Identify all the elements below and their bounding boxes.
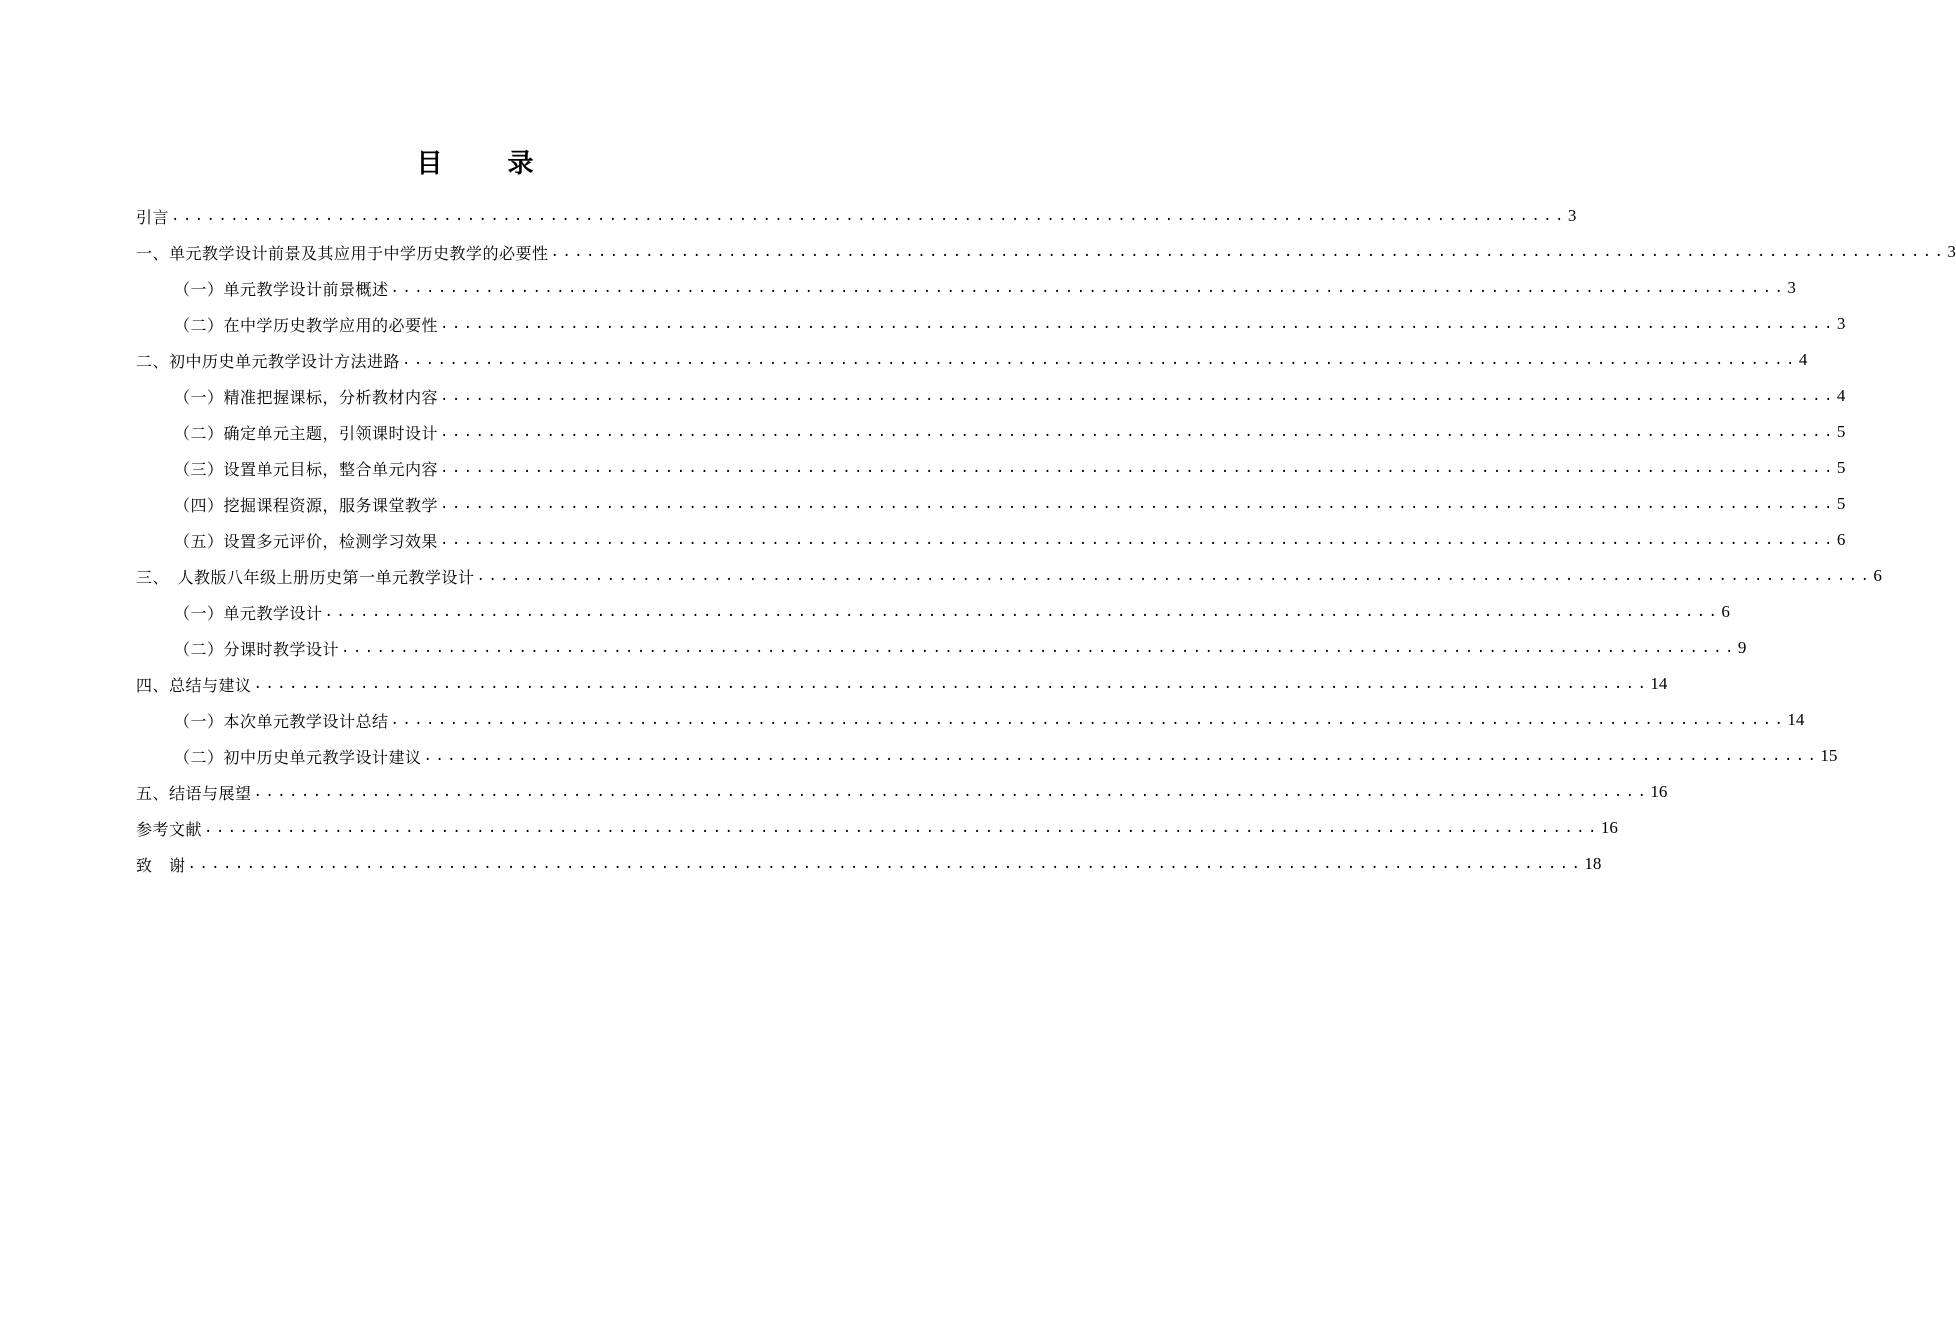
toc-leader-dots: ...................................................................................................................... (423, 748, 1820, 764)
toc-entry[interactable] (136, 342, 1808, 378)
toc-leader-dots: ...................................................................................................................... (204, 820, 1600, 836)
toc-entry-page: 16 (1650, 782, 1668, 801)
toc-entry-label: 参考文献 (136, 819, 203, 839)
toc-entry-label: 一、单元教学设计前景及其应用于中学历史教学的必要性 (136, 243, 549, 263)
toc-leader-dots: ...................................................................................................................... (440, 424, 1836, 440)
toc-entry[interactable] (136, 522, 1846, 558)
toc-entry-page: 6 (1721, 602, 1730, 621)
toc-entry[interactable] (136, 234, 1956, 270)
toc-entry-page: 3 (1836, 314, 1846, 333)
toc-entry-label: 致 谢 (136, 855, 186, 875)
toc-entry-label: （四）挖掘课程资源，服务课堂教学 (174, 495, 439, 515)
toc-entry-page: 14 (1787, 710, 1805, 729)
toc-entry-page: 5 (1836, 458, 1846, 477)
toc-entry-page: 14 (1650, 674, 1668, 693)
toc-entry[interactable] (136, 378, 1846, 414)
toc-leader-dots: ...................................................................................................................... (390, 712, 1787, 728)
toc-entry-label: （一）本次单元教学设计总结 (174, 711, 389, 731)
toc-leader-dots: ...................................................................................................................... (171, 208, 1567, 224)
toc-entry[interactable] (136, 594, 1730, 630)
toc-entry-label: 四、总结与建议 (136, 675, 252, 695)
table-of-contents (136, 198, 1956, 882)
toc-leader-dots: ...................................................................................................................... (253, 784, 1650, 800)
toc-entry[interactable] (136, 666, 1668, 702)
toc-leader-dots: ...................................................................................................................... (440, 316, 1836, 332)
toc-entry-page: 15 (1820, 746, 1838, 765)
toc-entry-page: 16 (1600, 818, 1618, 837)
toc-entry-page: 4 (1798, 350, 1808, 369)
toc-entry-label: 五、结语与展望 (136, 783, 252, 803)
toc-entry-page: 5 (1836, 422, 1846, 441)
toc-entry-label: （二）确定单元主题，引领课时设计 (174, 423, 439, 443)
toc-entry-page: 3 (1787, 278, 1796, 297)
toc-leader-dots: ...................................................................................................................... (324, 604, 1721, 620)
toc-entry[interactable] (136, 738, 1838, 774)
toc-entry-label: （二）在中学历史教学应用的必要性 (174, 315, 439, 335)
toc-entry[interactable] (136, 558, 1882, 594)
toc-entry-page: 6 (1873, 566, 1882, 585)
toc-entry[interactable] (136, 774, 1668, 810)
toc-leader-dots: ...................................................................................................................... (402, 352, 1798, 368)
toc-entry-page: 3 (1567, 206, 1577, 225)
toc-entry-label: （五）设置多元评价，检测学习效果 (174, 531, 439, 551)
toc-entry[interactable] (136, 270, 1796, 306)
toc-entry-page: 3 (1947, 242, 1956, 261)
toc-leader-dots: ...................................................................................................................... (390, 280, 1787, 296)
toc-entry-label: 三、 人教版八年级上册历史第一单元教学设计 (136, 567, 475, 587)
toc-entry-label: 引言 (136, 207, 170, 227)
toc-entry-label: （一）单元教学设计 (174, 603, 323, 623)
toc-leader-dots: ...................................................................................................................... (476, 568, 1873, 584)
toc-entry-label: （二）初中历史单元教学设计建议 (174, 747, 422, 767)
toc-leader-dots: ...................................................................................................................... (550, 244, 1947, 260)
toc-entry[interactable] (136, 198, 1577, 234)
toc-entry-page: 18 (1584, 854, 1602, 873)
toc-entry-page: 6 (1836, 530, 1846, 549)
toc-entry-label: 二、初中历史单元教学设计方法进路 (136, 351, 401, 371)
toc-entry[interactable] (136, 306, 1846, 342)
toc-entry-label: （一）精准把握课标，分析教材内容 (174, 387, 439, 407)
toc-leader-dots: ...................................................................................................................... (187, 856, 1584, 872)
toc-leader-dots: ...................................................................................................................... (253, 676, 1650, 692)
toc-leader-dots: ...................................................................................................................... (440, 532, 1836, 548)
toc-leader-dots: ...................................................................................................................... (341, 640, 1737, 656)
toc-entry-label: （一）单元教学设计前景概述 (174, 279, 389, 299)
toc-entry[interactable] (136, 414, 1846, 450)
toc-entry-label: （二）分课时教学设计 (174, 639, 340, 659)
toc-entry[interactable] (136, 846, 1602, 882)
toc-entry[interactable] (136, 702, 1805, 738)
toc-entry[interactable] (136, 486, 1846, 522)
toc-leader-dots: ...................................................................................................................... (440, 460, 1836, 476)
toc-entry-page: 4 (1836, 386, 1846, 405)
page-title: 目 录 (416, 149, 562, 179)
toc-leader-dots: ...................................................................................................................... (440, 388, 1836, 404)
toc-entry-label: （三）设置单元目标，整合单元内容 (174, 459, 439, 479)
toc-entry[interactable] (136, 630, 1747, 666)
toc-entry-page: 5 (1836, 494, 1846, 513)
toc-leader-dots: ...................................................................................................................... (440, 496, 1836, 512)
toc-entry[interactable] (136, 450, 1846, 486)
toc-entry[interactable] (136, 810, 1618, 846)
toc-entry-page: 9 (1737, 638, 1747, 657)
